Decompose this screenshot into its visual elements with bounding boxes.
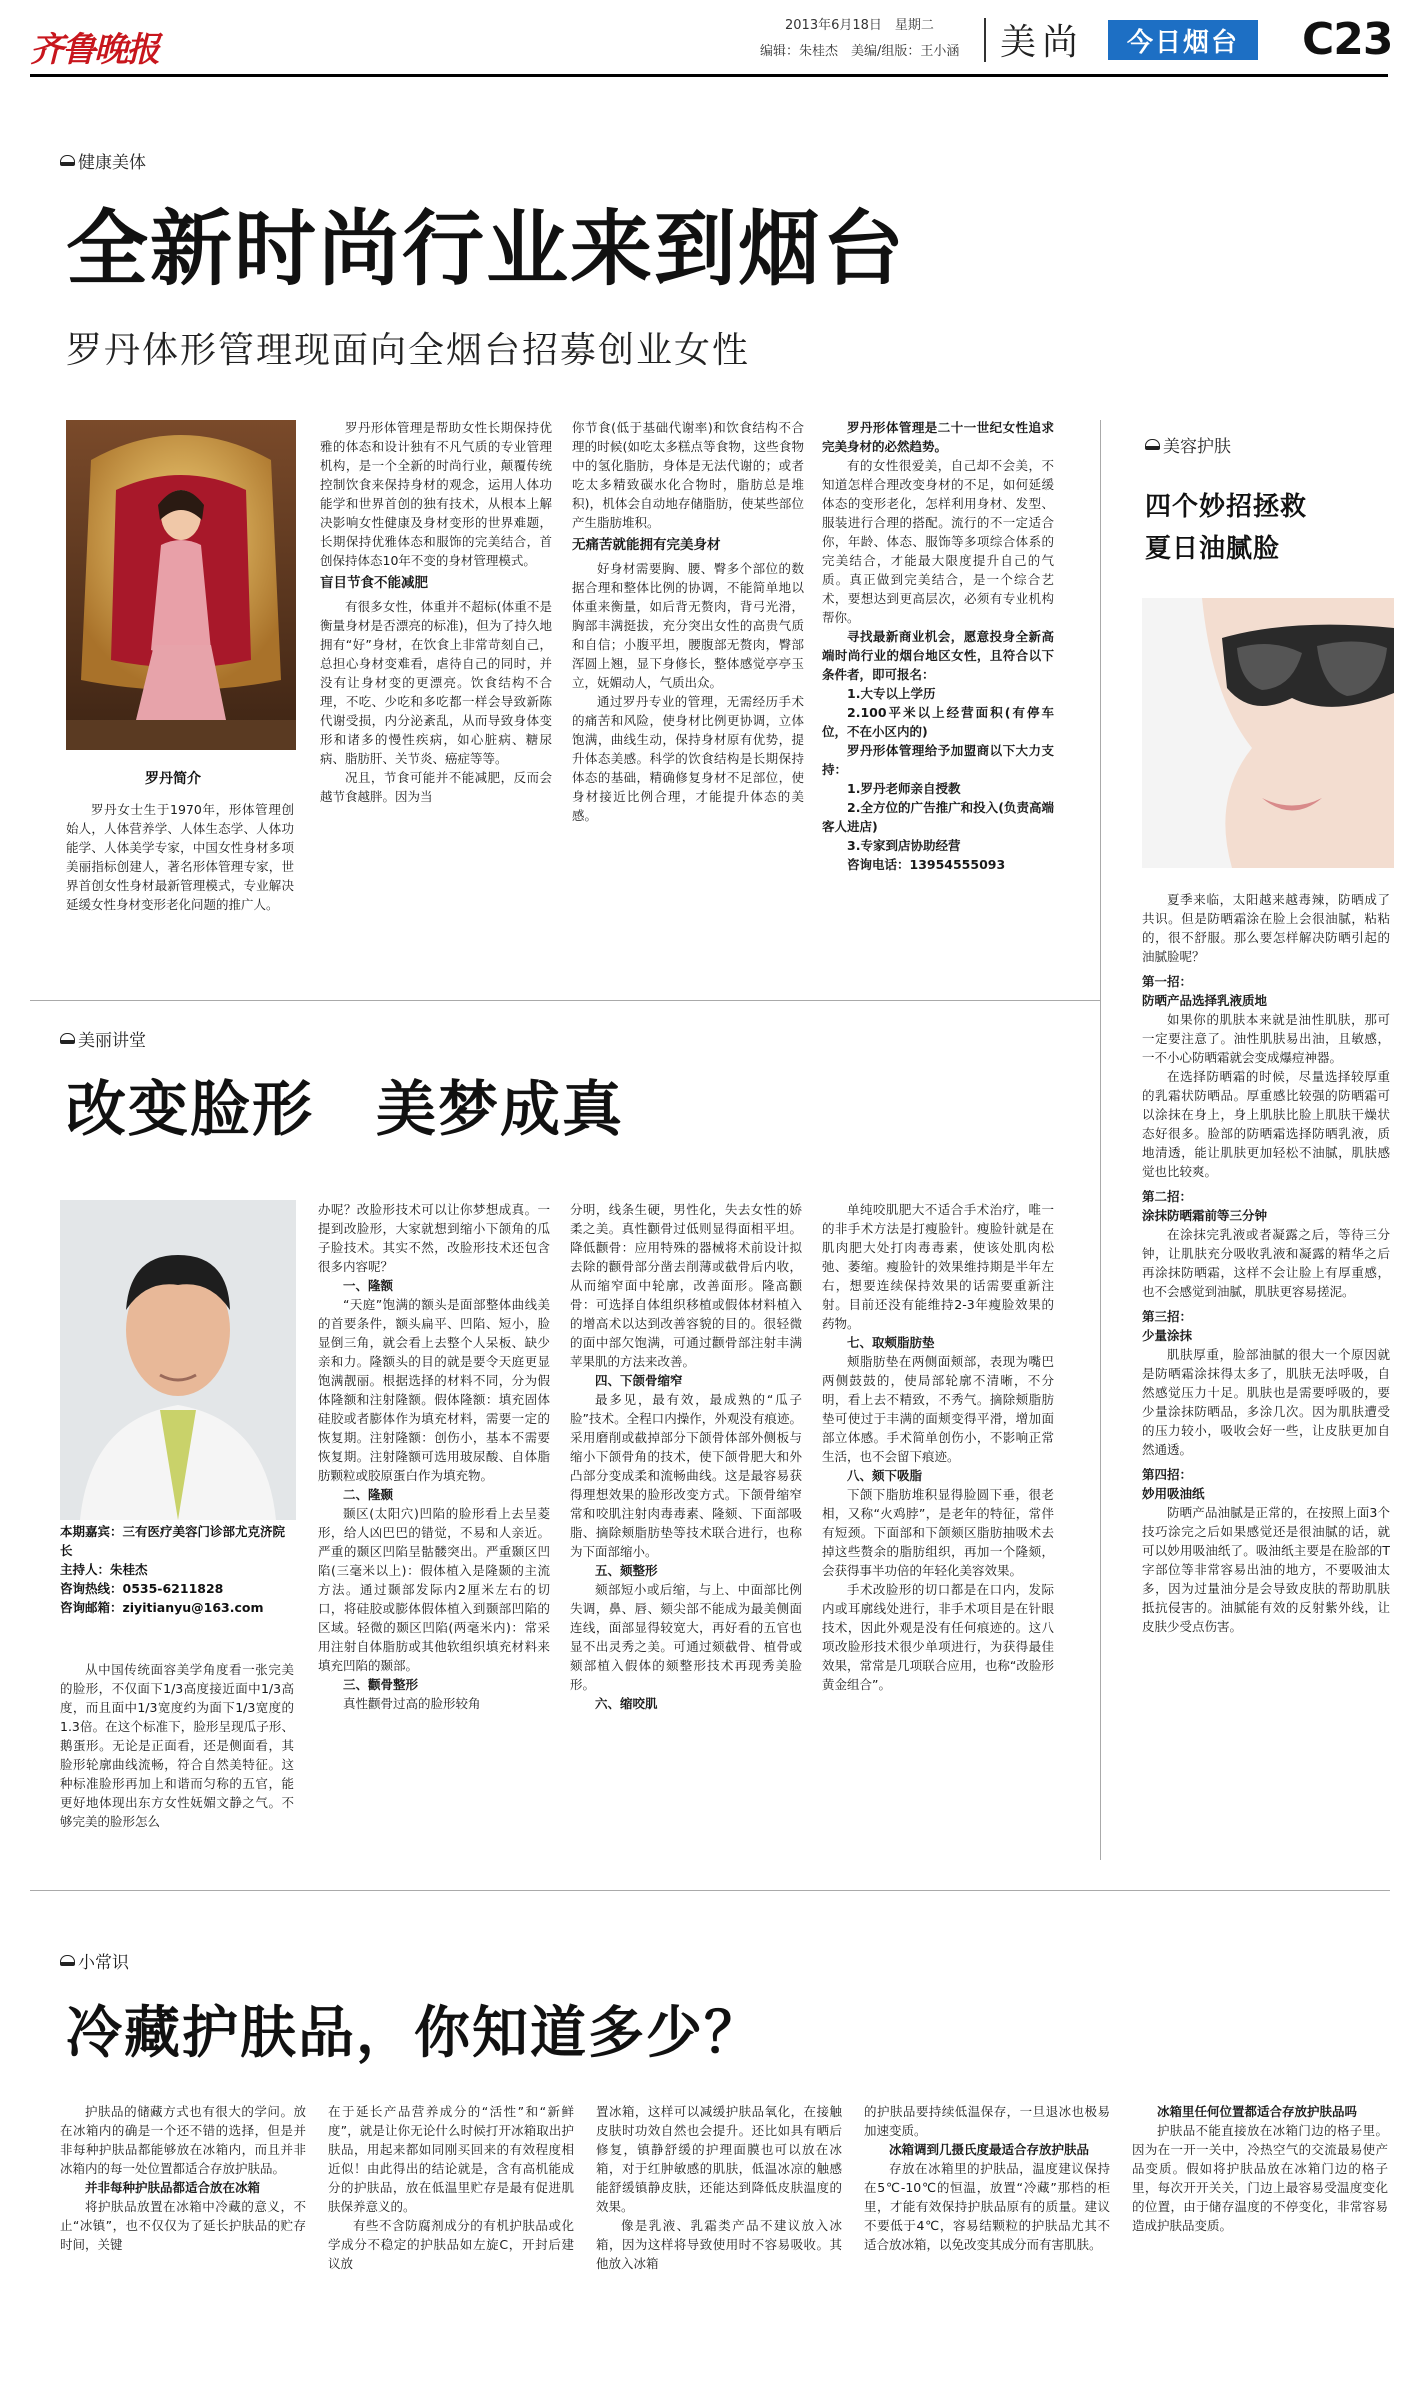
section-label-health: 健康美体 — [60, 148, 146, 173]
doctor-portrait-image — [60, 1200, 296, 1520]
headline-change-face: 改变脸形 美梦成真 — [66, 1075, 624, 1145]
doctor-photo — [60, 1200, 296, 1520]
header-divider — [984, 18, 986, 62]
consult-email[interactable]: 咨询邮箱：ziyitianyu@163.com — [60, 1600, 264, 1615]
header-rule — [30, 74, 1388, 77]
portrait-photo — [66, 420, 296, 750]
skincare-text: 夏季来临，太阳越来越毒辣，防晒成了共识。但是防晒霜涂在脸上会很油腻，粘粘的，很不舒服。那么要怎样解决防晒引起的油腻脸呢？ 第一招： 防晒产品选择乳液质地 如果你的肌肤本来就是油性肌肤，那可一定要注意了。油性肌肤易出油，且敏感，一不小心防晒霜就会变成爆痘神器。 在选择防晒霜的时候，尽量选择较厚重的乳霜状防晒品。厚重感比较强的防晒霜可以涂抹在身上，身上肌肤比脸上肌肤干燥状态好很多。脸部的防晒霜选择防晒乳液，质地清透，能让肌肤更加轻松不油腻，肌肤感觉也比较爽。 第二招： 涂抹防晒霜前等三分钟 在涂抹完乳液或者凝露之后，等待三分钟，让肌肤充分吸收乳液和凝露的精华之后再涂抹防晒霜，这样不会让脸上有厚重感，也不会感觉到油腻，肌肤更容易搓泥。 第三招： 少量涂抹 肌肤厚重，脸部油腻的很大一个原因就是防晒霜涂抹得太多了，肌肤无法呼吸，自然感觉压力十足。肌肤也是需要呼吸的，要少量涂抹防晒品，多涂几次。因为肌肤遭受的压力较小，吸收会好一些，让皮肤更加自然通透。 第四招： 妙用吸油纸 防晒产品油腻是正常的，在按照上面3个技巧涂完之后如果感觉还是很油腻的话，就可以妙用吸油纸了。吸油纸主要是在脸部的T字部位等非常容易出油的地方，不要吸油太多，因为过量油分是会导致皮肤的帮助肌肤抵抗侵害的。油腻能有效的反射紫外线，让皮肤少受点伤害。 — [1142, 892, 1390, 1634]
article2-col2: 分明，线条生硬，男性化，失去女性的娇柔之美。真性颧骨过低则显得面相平坦。降低颧骨：应用特殊的器械将术前设计拟去除的颧骨部分凿去削薄或截骨后内收，从而缩窄面中轮廓，改善面形。隆高颧骨：可选择自体组织移植或假体材料植入的增高术以达到改善容貌的目的。很轻微的面中部欠饱满，可通过颧骨部注射丰满苹果肌的方法来改善。 四、下颌骨缩窄 最多见，最有效，最成熟的“瓜子脸”技术。全程口内操作，外观没有痕迹。采用磨削或截掉部分下颌骨体部外侧板与缩小下颌骨角的技术，使下颌骨肥大和外凸部分变成柔和流畅曲线。这是最容易获得理想效果的脸形改变方式。下颌骨缩窄常和咬肌注射肉毒毒素、隆颏、下面部吸脂、摘除颊脂肪垫等技术联合进行，也称为下面部缩小。 五、颏整形 颏部短小或后缩，与上、中面部比例失调，鼻、唇、颏尖部不能成为最美侧面连线，面部显得较宽大，再好看的五官也显不出灵秀之美。可通过颏截骨、植骨或颏部植入假体的颏整形技术再现秀美脸形。 六、缩咬肌 — [570, 1202, 802, 1711]
sunglasses-photo — [1142, 598, 1394, 868]
section-dot-icon — [60, 1955, 75, 1966]
guest-info-box — [60, 1520, 296, 1619]
article1-col3: 罗丹形体管理是二十一世纪女性追求完美身材的必然趋势。 有的女性很爱美，自己却不会美，不知道怎样合理改变身材的不足，如何延缓体态的变形老化，怎样利用身材、发型、服装进行合理的搭配。流行的不一定适合你，年龄、体态、服饰等多项综合体系的完美结合，才能最大限度提升自己的气质。真正做到完美结合，是一个综合艺术，要想达到更高层次，必须有专业机构帮你。 寻找最新商业机会，愿意投身全新高端时尚行业的烟台地区女性，且符合以下条件者，即可报名： 1.大专以上学历 2.100平米以上经营面积(有停车位，不在小区内的) 罗丹形体管理给予加盟商以下大力支持： 1.罗丹老师亲自授教 2.全方位的广告推广和投入(负责高端客人进店) 3.专家到店协助经营 咨询电话：13954555093 — [822, 420, 1054, 872]
guest-name: 本期嘉宾：三有医疗美容门诊部尤克济院长 — [60, 1524, 286, 1558]
article4-col0: 护肤品的储藏方式也有很大的学问。放在冰箱内的确是一个还不错的选择，但是并非每种护肤品都能够放在冰箱内，而且并非冰箱内的每一处位置都适合存放护肤品。 并非每种护肤品都适合放在冰箱 将护肤品放置在冰箱中冷藏的意义，不止“冰镇”，也不仅仅为了延长护肤品的贮存时间，关键 — [60, 2104, 306, 2252]
bio-caption: 罗丹简介 — [145, 771, 201, 787]
page-number: C23 — [1302, 14, 1393, 65]
headline-fashion-industry: 全新时尚行业来到烟台 — [66, 202, 907, 297]
subhead-recruit: 罗丹体形管理现面向全烟台招募创业女性 — [66, 330, 751, 371]
headline-oily-face-2: 夏日油腻脸 — [1145, 534, 1281, 564]
article1-col2: 你节食(低于基础代谢率)和饮食结构不合理的时候(如吃太多糕点等食物，这些食物中的氢化脂肪，身体是无法代谢的；或者吃太多精致碳水化合物时，脂肪总是堆积)，机体会自动地存储脂肪，使某些部位产生脂肪堆积。 无痛苦就能拥有完美身材 好身材需要胸、腰、臀多个部位的数据合理和整体比例的协调，不能简单地以体重来衡量，如后背无赘肉，背弓光滑，胸部丰满挺拔，充分突出女性的高贵气质和自信；小腹平坦，腰腹部无赘肉，臀部浑圆上翘，显下身修长，整体感觉亭亭玉立，妩媚动人，气质出众。 通过罗丹专业的管理，无需经历手术的痛苦和风险，使身材比例更协调，立体饱满，曲线生动，保持身材原有优势，提升体态美感。科学的饮食结构是长期保持体态的基础，精确修复身材不足部位，使身材接近比例合理，才能提升体态的美感。 — [572, 420, 804, 823]
section-dot-icon — [60, 1033, 75, 1044]
consult-phone: 咨询热线：0535-6211828 — [60, 1581, 224, 1596]
section-label-beauty: 美丽讲堂 — [60, 1026, 146, 1051]
section-dot-icon — [1145, 439, 1160, 450]
section-badge: 今日烟台 — [1108, 20, 1258, 60]
article2-col1: 办呢？改脸形技术可以让你梦想成真。一提到改脸形，大家就想到缩小下颌角的瓜子脸技术。其实不然，改脸形技术还包含很多内容呢？ 一、隆额 “天庭”饱满的额头是面部整体曲线美的首要条件，额头扁平、凹陷、短小，脸显倒三角，就会看上去整个人呆板、缺少亲和力。隆额头的目的就是要令天庭更显饱满靓丽。根据选择的材料不同，分为假体隆额和注射隆额。假体隆额：填充固体硅胶或者膨体作为填充材料，需要一定的恢复期。注射隆额：创伤小，基本不需要恢复期。注射隆额可选用玻尿酸、自体脂肪颗粒或胶原蛋白作为填充物。 二、隆颞 颞区(太阳穴)凹陷的脸形看上去呈菱形，给人凶巴巴的错觉，不易和人亲近。严重的颞区凹陷呈骷髅突出。严重颞区凹陷(三毫米以上)：假体植入是隆颞的主流方法。通过颞部发际内2厘米左右的切口，将硅胶或膨体假体植入到颞部凹陷的区域。轻微的颞区凹陷(两毫米内)：常采用注射自体脂肪或其他软组织填充材料来填充凹陷的颞部。 三、颧骨整形 真性颧骨过高的脸形较角 — [318, 1202, 550, 1711]
host-name: 主持人：朱桂杰 — [60, 1562, 148, 1577]
issue-date: 2013年6月18日 星期二 — [785, 18, 934, 33]
editors-credit: 编辑：朱桂杰 美编/组版：王小涵 — [760, 44, 960, 59]
article4-col4: 冰箱里任何位置都适合存放护肤品吗 护肤品不能直接放在冰箱门边的格子里。因为在一开一关中，冷热空气的交流最易使产品变质。假如将护肤品放在冰箱门边的格子里，每次开开关关，门边上最容易受温度变化的位置，由于储存温度的不停变化，非常容易造成护肤品变质。 — [1132, 2104, 1388, 2233]
article4-col2: 置冰箱，这样可以减缓护肤品氧化，在接触皮肤时功效自然也会提升。还比如具有晒后修复，镇静舒缓的护理面膜也可以放在冰箱，对于红肿敏感的肌肤，低温冰凉的触感能舒缓镇静皮肤，还能达到降低皮肤温度的效果。 像是乳液、乳霜类产品不建议放入冰箱，因为这样将导致使用时不容易吸收。其他放入冰箱 — [596, 2104, 842, 2271]
headline-fridge-skincare: 冷藏护肤品，你知道多少？ — [66, 2001, 762, 2066]
section-label-skincare: 美容护肤 — [1145, 432, 1231, 457]
article1-col1: 罗丹形体管理是帮助女性长期保持优雅的体态和设计独有不凡气质的专业管理机构，是一个全新的时尚行业，颠覆传统控制饮食来保持身材的观念，运用人体功能学和世界首创的独有技术，从根本上解决影响女性健康及身材变形的世界难题，长期保持优雅体态和服饰的完美结合，首创保持体态10年不变的身材管理模式。 盲目节食不能减肥 有很多女性，体重并不超标(体重不是衡量身材是否漂亮的标准)，但为了持久地拥有“好”身材，在饮食上非常苛刻自己，总担心身材变难看，虐待自己的同时，并没有让身材变的更漂亮。饮食结构不合理，不吃、少吃和多吃都一样会导致新陈代谢受损，内分泌紊乱，从而导致身体变形和诸多的慢性疾病，如心脏病、糖尿病、脂肪肝、关节炎、癌症等等。 况且，节食可能并不能减肥，反而会越节食越胖。因为当 — [320, 420, 552, 804]
section-dot-icon — [60, 155, 75, 166]
section-divider — [30, 1000, 1100, 1001]
article4-col1: 在于延长产品营养成分的“活性”和“新鲜度”，就是让你无论什么时候打开冰箱取出护肤品，用起来都如同刚买回来的有效程度相近似！由此得出的结论就是，含有高机能成分的护肤品，放在低温里贮存是最有促进肌肤保养意义的。 有些不含防腐剂成分的有机护肤品或化学成分不稳定的护肤品如左旋C，开封后建议放 — [328, 2104, 574, 2271]
headline-oily-face-1: 四个妙招拯救 — [1145, 492, 1308, 522]
section-label-tips: 小常识 — [60, 1948, 129, 1973]
woman-in-chair-image — [66, 420, 296, 750]
bio-text: 罗丹女士生于1970年，形体管理创始人，人体营养学、人体生态学、人体功能学、人体美学专家，中国女性身材多项美丽指标创建人，著名形体管理专家，世界首创女性身材最新管理模式，专业解决延缓女性身材变形老化问题的推广人。 — [66, 802, 294, 912]
section-title: 美尚 — [1000, 22, 1085, 63]
sunglasses-woman-image — [1142, 598, 1394, 868]
column-divider — [1100, 420, 1101, 1860]
section-divider-bottom — [30, 1890, 1390, 1891]
newspaper-logo: 齐鲁晚报 — [30, 30, 158, 70]
article2-col3: 单纯咬肌肥大不适合手术治疗，唯一的非手术方法是打瘦脸针。瘦脸针就是在肌肉肥大处打肉毒毒素，使该处肌肉松弛、萎缩。瘦脸针的效果维持期是半年左右，想要连续保持效果的话需要重新注射。目前还没有能维持2-3年瘦脸效果的药物。 七、取颊脂肪垫 颊脂肪垫在两侧面颊部，表现为嘴巴两侧鼓鼓的，使局部轮廓不清晰，不分明，看上去不精致，不秀气。摘除颊脂肪垫可使过于丰满的面颊变得平滑，增加面部立体感。手术简单创伤小，不影响正常生活，也不会留下痕迹。 八、颏下吸脂 下颌下脂肪堆积显得脸圆下垂，很老相，又称“火鸡脖”，是老年的特征，常伴有短颈。下面部和下颌颏区脂肪抽吸术去掉这些赘余的脂肪组织，再加一个隆颏，会获得事半功倍的年轻化美容效果。 手术改脸形的切口都是在口内，发际内或耳廓线处进行，非手术项目是在针眼技术，因此外观是没有任何痕迹的。这八项改脸形技术很少单项进行，为获得最佳效果，常常是几项联合应用，也称“改脸形黄金组合”。 — [822, 1202, 1054, 1692]
article4-col3: 的护肤品要持续低温保存，一旦退冰也极易加速变质。 冰箱调到几摄氏度最适合存放护肤品 存放在冰箱里的护肤品，温度建议保持在5℃-10℃的恒温，放置“冷藏”那档的柜里，才能有效保持护肤品原有的质量。建议不要低于4℃，容易结颗粒的护肤品尤其不适合放冰箱，以免改变其成分而有害肌肤。 — [864, 2104, 1110, 2252]
article2-col0: 从中国传统面容美学角度看一张完美的脸形，不仅面下1/3高度接近面中1/3高度，而且面中1/3宽度约为面下1/3宽度的1.3倍。在这个标准下，脸形呈现瓜子形、鹅蛋形。无论是正面看，还是侧面看，其脸形轮廓曲线流畅，符合自然美特征。这种标准脸形再加上和谐而匀称的五官，能更好地体现出东方女性妩媚文静之气。不够完美的脸形怎么 — [60, 1662, 294, 1829]
